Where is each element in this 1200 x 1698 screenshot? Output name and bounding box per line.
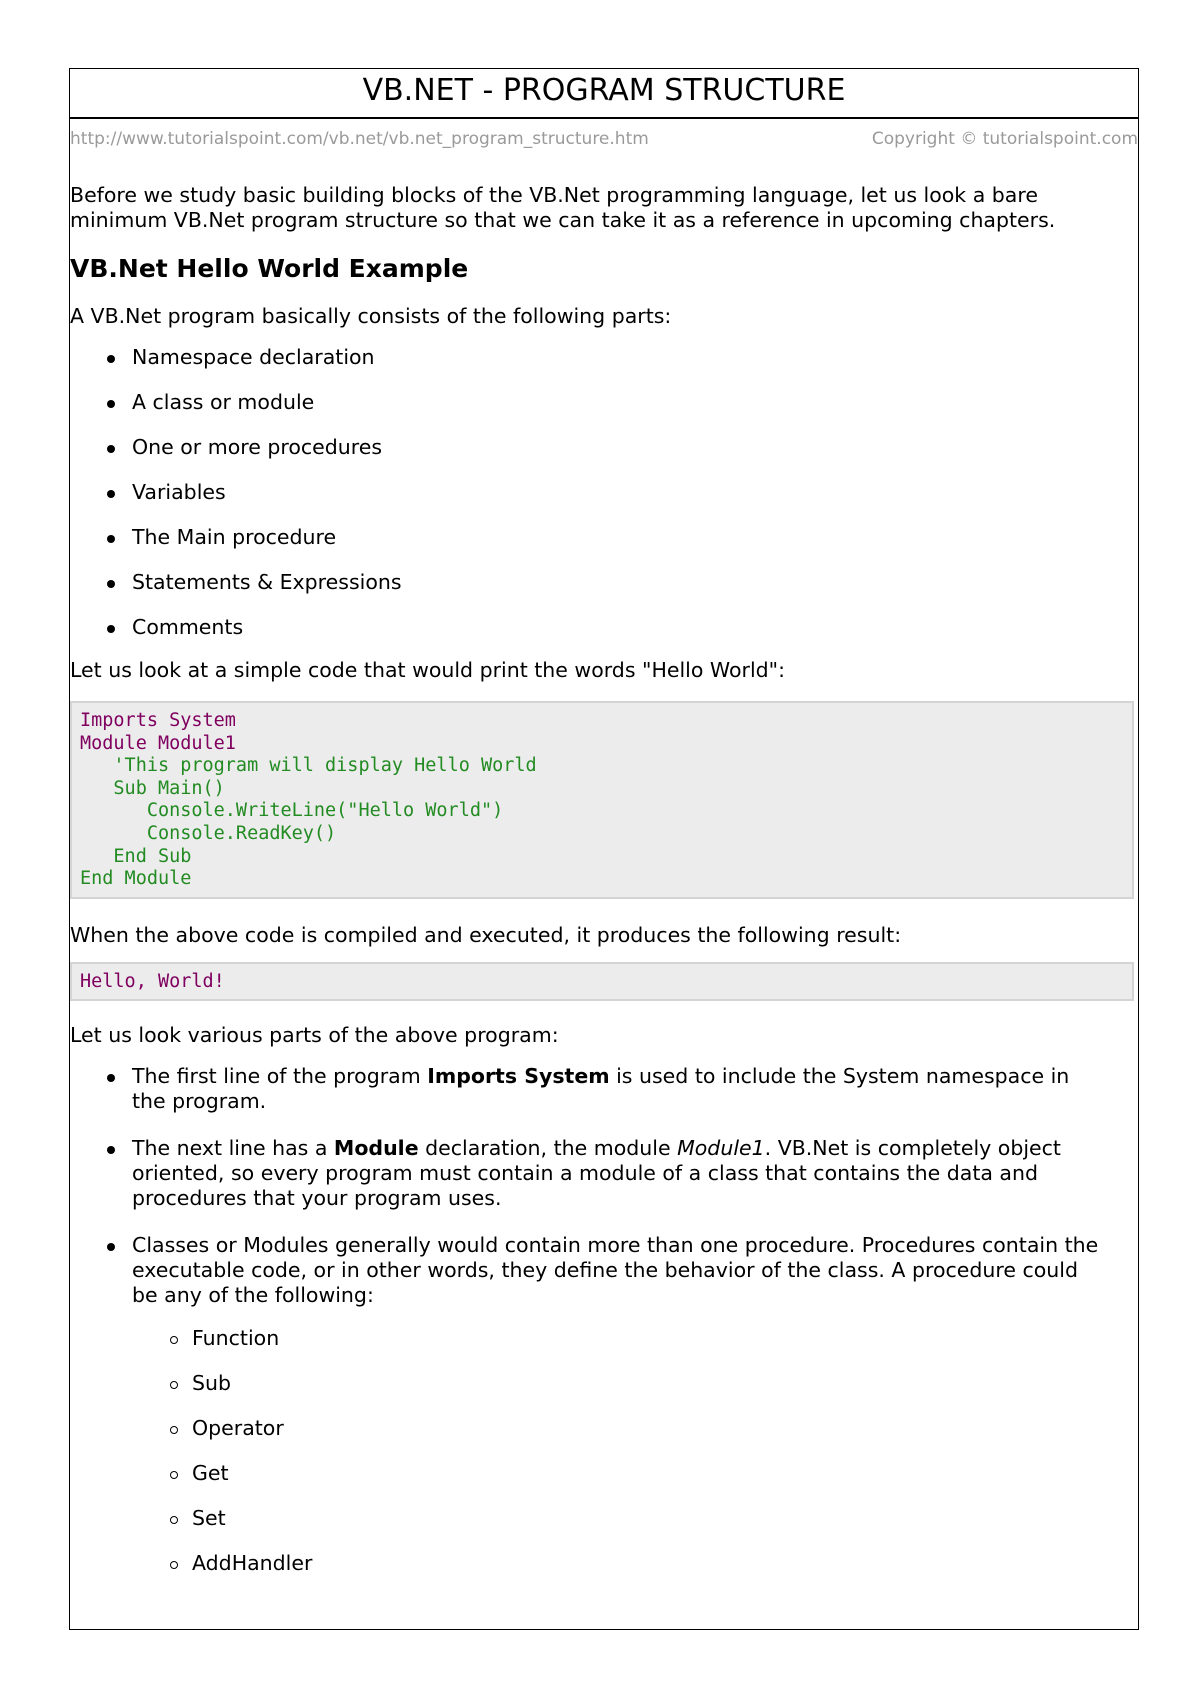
bullet-icon <box>170 1381 178 1389</box>
output-block[interactable] <box>70 962 1134 1002</box>
bullet-icon <box>170 1426 178 1434</box>
page-meta <box>70 119 1138 155</box>
bullet-icon <box>107 1146 115 1154</box>
output-text: Hello, World! <box>80 970 225 992</box>
source-url[interactable]: http://www.tutorialspoint.com/vb.net/vb.net_program_structure.htm <box>70 129 649 149</box>
page-frame <box>69 68 1139 1630</box>
parts-look-intro: Let us look various parts of the above program: <box>70 1023 559 1048</box>
code-line: End Module <box>80 868 192 890</box>
bullet-icon <box>107 625 115 633</box>
section-heading: VB.Net Hello World Example <box>70 254 469 283</box>
bullet-icon <box>107 400 115 408</box>
parts-list <box>70 345 1138 640</box>
bullet-icon <box>170 1336 178 1344</box>
bullet-icon <box>107 580 115 588</box>
code-line: Module Module1 <box>80 732 236 754</box>
intro-paragraph: Before we study basic building blocks of the VB.Net programming language, let us look a bare minimum VB.Net program structure so that we can take it as a reference in upcoming chapters. <box>70 183 1056 232</box>
parts-intro: A VB.Net program basically consists of the following parts: <box>70 304 672 328</box>
list-item: AddHandler <box>192 1551 1108 1576</box>
list-item: Comments <box>132 615 1138 640</box>
code-line: Console.ReadKey() <box>80 822 337 844</box>
article-body <box>70 183 1138 1576</box>
list-item: A class or module <box>132 390 1138 415</box>
code-line: 'This program will display Hello World <box>80 755 537 777</box>
procedure-types-list <box>132 1326 1108 1576</box>
code-line: Imports System <box>80 710 236 731</box>
list-item: The Main procedure <box>132 525 1138 550</box>
code-line: Sub Main() <box>80 777 225 799</box>
list-item: Set <box>192 1506 1108 1531</box>
bullet-icon <box>170 1516 178 1524</box>
bullet-icon <box>107 355 115 363</box>
list-item: The first line of the program Imports System is used to include the System namespace in the program. <box>132 1064 1138 1114</box>
list-item: Variables <box>132 480 1138 505</box>
bullet-icon <box>170 1471 178 1479</box>
bullet-icon <box>107 445 115 453</box>
result-intro: When the above code is compiled and executed, it produces the following result: <box>70 922 902 947</box>
bullet-icon <box>170 1561 178 1569</box>
code-block[interactable] <box>70 701 1134 899</box>
list-item: Operator <box>192 1416 1108 1441</box>
list-item: Statements & Expressions <box>132 570 1138 595</box>
code-line: Console.WriteLine("Hello World") <box>80 800 504 822</box>
list-item: Sub <box>192 1371 1108 1396</box>
list-item: The next line has a Module declaration, the module Module1. VB.Net is completely object oriented, so every program must contain a module of a class that contains the data and procedures that your program uses. <box>132 1136 1138 1211</box>
list-item: Function <box>192 1326 1108 1351</box>
copyright-notice: Copyright © tutorialspoint.com <box>871 129 1138 149</box>
bullet-icon <box>107 1243 115 1251</box>
list-item: Get <box>192 1461 1108 1486</box>
bullet-icon <box>107 490 115 498</box>
list-item: Namespace declaration <box>132 345 1138 370</box>
list-item: One or more procedures <box>132 435 1138 460</box>
details-list <box>70 1064 1138 1576</box>
bullet-icon <box>107 535 115 543</box>
list-item: Classes or Modules generally would contain more than one procedure. Procedures contain the executable code, or in other words, they define the behavior of the class. A procedure could be any of the following: Function Sub Operator Get Set AddHandler <box>132 1233 1138 1576</box>
bullet-icon <box>107 1074 115 1082</box>
code-line: End Sub <box>80 845 192 867</box>
code-intro: Let us look at a simple code that would print the words "Hello World": <box>70 658 786 682</box>
page-title: VB.NET - PROGRAM STRUCTURE <box>70 69 1138 119</box>
